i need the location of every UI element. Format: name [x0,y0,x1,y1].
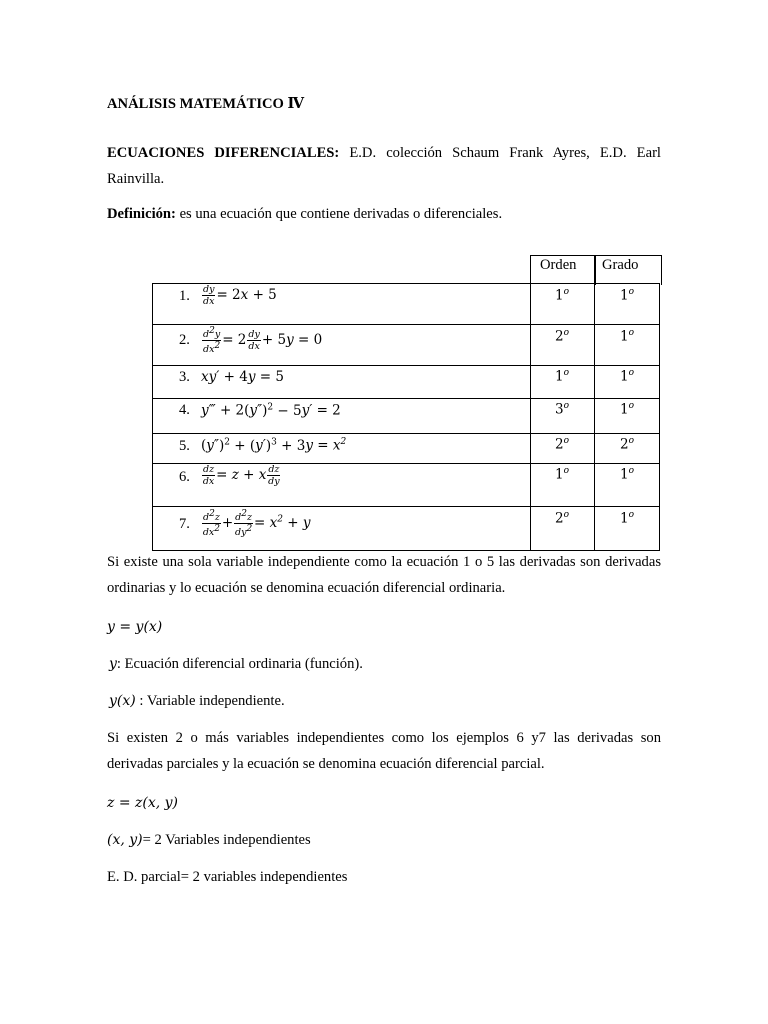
orden-value: 2$^o$ [554,510,569,527]
header-grado: Grado [602,257,639,273]
orden-value: 3$^o$ [554,401,569,418]
ecuaciones-paragraph [107,140,661,192]
equation-2: $\frac{d^2y}{dx^2}$ = 2 $\frac{dy}{dx}$ + 5y = 0 [203,326,323,356]
equation-3: xy′ + 4y = 5 [201,369,284,385]
row-number: 2. [179,332,190,348]
equation-z: z = z(x, y) [107,795,179,811]
grado-value: 1$^o$ [619,368,634,385]
y-definition: y: Ecuación diferencial ordinaria (función). [109,656,363,672]
equation-1: $\frac{dy}{dx}$ = 2x + 5 [203,284,277,307]
row-divider [152,506,660,507]
row-divider [152,398,660,399]
grado-value: 1$^o$ [619,401,634,418]
orden-value: 1$^o$ [554,287,569,304]
grado-value: 1$^o$ [619,328,634,345]
row-divider [152,365,660,366]
equation-y: y = y(x) [107,619,163,635]
yx-definition: y(x) : Variable independiente. [109,693,285,709]
row-number: 1. [179,288,190,304]
definicion-text: es una ecuación que contiene derivadas o diferenciales. [175,206,503,222]
row-number: 5. [179,438,190,454]
row-number: 4. [179,402,190,418]
page-title: ANÁLISIS MATEMÁTICO Ⅳ [107,96,305,112]
row-number: 6. [179,469,190,485]
grado-value: 2$^o$ [619,436,634,453]
row-number: 3. [179,369,190,385]
ed-parcial-line: E. D. parcial= 2 variables independientes [107,869,348,885]
orden-value: 1$^o$ [554,368,569,385]
definicion-paragraph [107,201,661,227]
xy-definition: (x, y)= 2 Variables independientes [107,832,311,848]
header-orden: Orden [540,257,577,273]
equation-4: y‴ + $2(y'')^2 - 5y' = 2$ [201,402,341,419]
grado-value: 1$^o$ [619,466,634,483]
definicion-label: Definición: [107,206,176,222]
orden-value: 2$^o$ [554,328,569,345]
equation-6: $\frac{dz}{dx}$ = z + x $\frac{dz}{dy}$ [202,464,280,487]
orden-value: 1$^o$ [554,466,569,483]
equation-5: $(y'')^2 + (y')^3 + 3y = x^2$ [201,437,347,454]
grado-value: 1$^o$ [619,510,634,527]
grado-value: 1$^o$ [619,287,634,304]
row-number: 7. [179,516,190,532]
row-divider [152,324,660,325]
ecuaciones-label: ECUACIONES DIFERENCIALES: [107,145,340,161]
equation-7: $\frac{d^2z}{dx^2}$ + $\frac{d^2z}{dy^2}$ = $x^2 + y$ [202,509,311,539]
ecuaciones-text: E.D. colección Schaum Frank Ayres, E.D. Earl Rainvilla. [107,145,661,187]
paragraph-parciales: Si existen 2 o más variables independientes como los ejemplos 6 y7 las derivadas son derivadas parciales y la ecuación se denomina ecuación diferencial parcial. [107,730,661,772]
row-divider [152,433,660,434]
paragraph-ordinarias: Si existe una sola variable independiente como la ecuación 1 o 5 las derivadas son derivadas ordinarias y lo ecuación se denomina ecuación diferencial ordinaria. [107,554,661,596]
orden-value: 2$^o$ [554,436,569,453]
